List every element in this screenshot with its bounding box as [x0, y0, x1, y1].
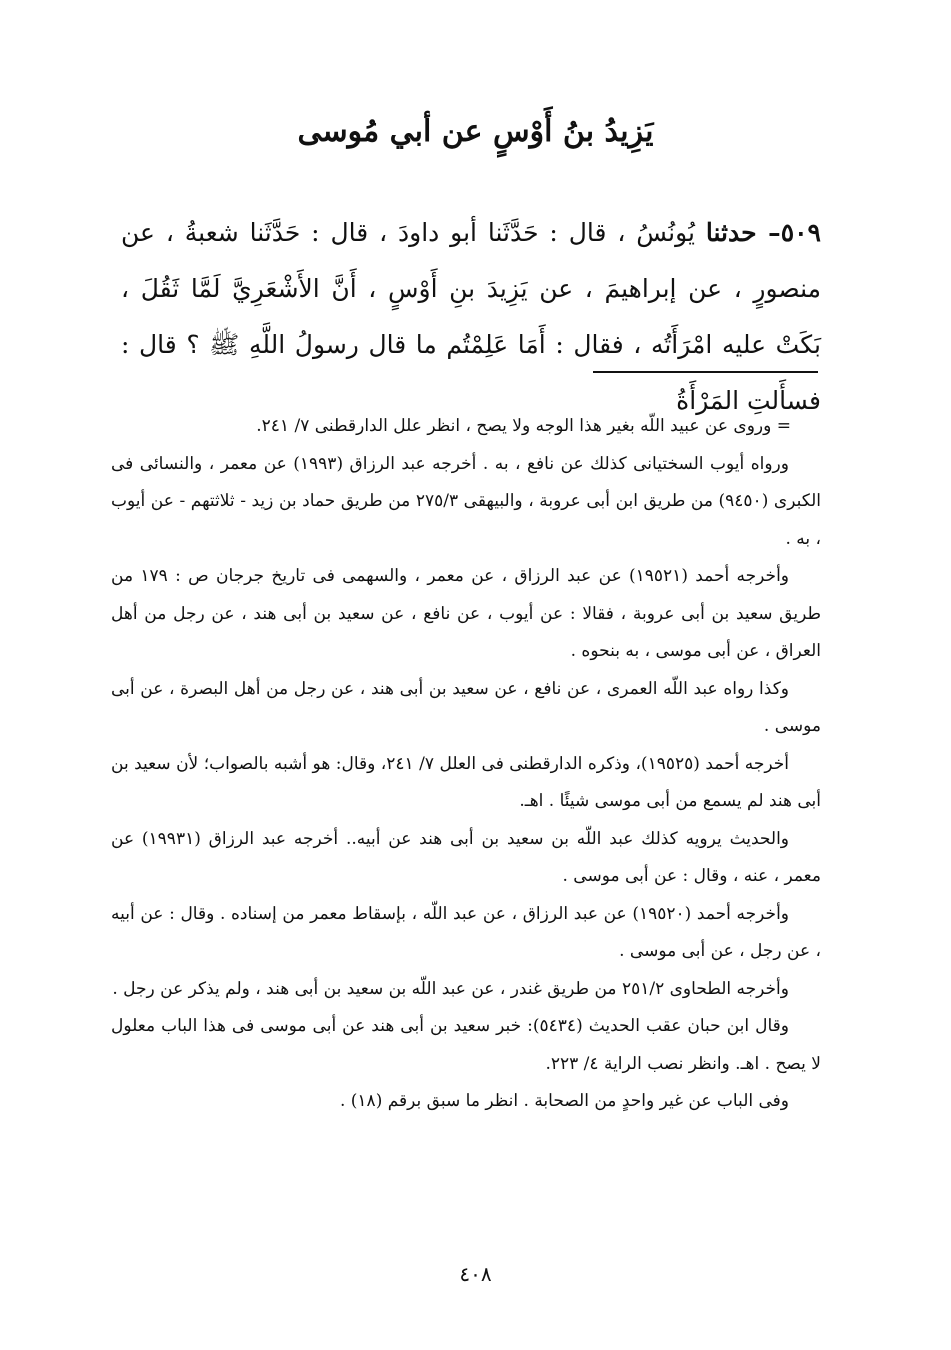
footnote-paragraph: وفى الباب عن غير واحدٍ من الصحابة . انظر ما سبق برقم (١٨) . [339, 1091, 789, 1111]
footnote-paragraph: وأخرجه أحمد (١٩٥٢١) عن عبد الرزاق ، عن معمر ، والسهمى فى تاريخ جرجان ص : ١٧٩ من طريق سعيد بن أبى عروبة ، فقالا : عن أيوب ، عن نافع ، عن سعيد بن أبى هند ، عن رجل من أهل العراق ، عن أبى موسى ، به بنحوه . [111, 566, 821, 661]
hadith-number: ٥٠٩ [780, 218, 821, 247]
footnote-paragraph: وأخرجه أحمد (١٩٥٢٠) عن عبد الرزاق ، عن عبد اللّه ، بإسقاط معمر من إسناده . وقال : عن أبيه ، عن رجل ، عن أبى موسى . [111, 903, 821, 961]
footnote-separator [593, 371, 818, 373]
hadith-text: يُونُسُ ، قال : حَدَّثَنا أبو داودَ ، قال : حَدَّثَنا شعبةُ ، عن منصورٍ ، عن إبراهيمَ ، عن يَزِيدَ بنِ أَوْسٍ ، أَنَّ الأَشْعَرِيَّ لَمَّا ثَقُلَ ، بَكَتْ عليه امْرَأَتُه ، فقال : أَمَا عَلِمْتُم ما قال رسولُ اللَّهِ ﷺ ؟ قال : فسأَلتِ المَرْأَةُ [121, 218, 821, 415]
page-number: ٤٠٨ [459, 1262, 492, 1286]
hadith-lead: – حدثنا [705, 218, 781, 247]
footnote-paragraph: وكذا رواه عبد اللّه العمرى ، عن نافع ، عن سعيد بن أبى هند ، عن رجل من أهل البصرة ، عن أبى موسى . [111, 678, 821, 736]
footnote-paragraph: والحديث يرويه كذلك عبد اللّه بن سعيد بن أبى هند عن أبيه.. أخرجه عبد الرزاق (١٩٩٣١) عن معمر ، عنه ، وقال : عن أبى موسى . [111, 828, 821, 886]
hadith-paragraph [121, 205, 821, 429]
footnote-paragraph: أخرجه أحمد (١٩٥٢٥)، وذكره الدارقطنى فى العلل ٧/ ٢٤١، وقال: هو أشبه بالصواب؛ لأن سعيد بن أبى هند لم يسمع من أبى موسى شيئًا . اهـ. [111, 753, 821, 811]
footnote-paragraph: ورواه أيوب السختيانى كذلك عن نافع ، به . أخرجه عبد الرزاق (١٩٩٣) عن معمر ، والنسائى فى الكبرى (٩٤٥٠) من طريق ابن أبى عروبة ، والبيهقى ٢٧٥/٣ من طريق حماد بن زيد - ثلاثتهم - عن أيوب ، به . [111, 453, 821, 549]
footnotes [111, 408, 821, 1121]
chapter-title: يَزِيدُ بنُ أَوْسٍ عن أبي مُوسى [297, 114, 654, 149]
footnote-paragraph: وقال ابن حبان عقب الحديث (٥٤٣٤): خبر سعيد بن أبى هند عن أبى موسى فى هذا الباب معلول لا يصح . اهـ. وانظر نصب الراية ٤/ ٢٢٣. [111, 1016, 821, 1074]
footnote-paragraph: وأخرجه الطحاوى ٢٥١/٢ من طريق غندر ، عن عبد اللّه بن سعيد بن أبى هند ، ولم يذكر عن رجل . [112, 978, 789, 999]
footnote-paragraph: = وروى عن عبيد اللّه بغير هذا الوجه ولا يصح ، انظر علل الدارقطنى ٧/ ٢٤١. [256, 416, 791, 436]
